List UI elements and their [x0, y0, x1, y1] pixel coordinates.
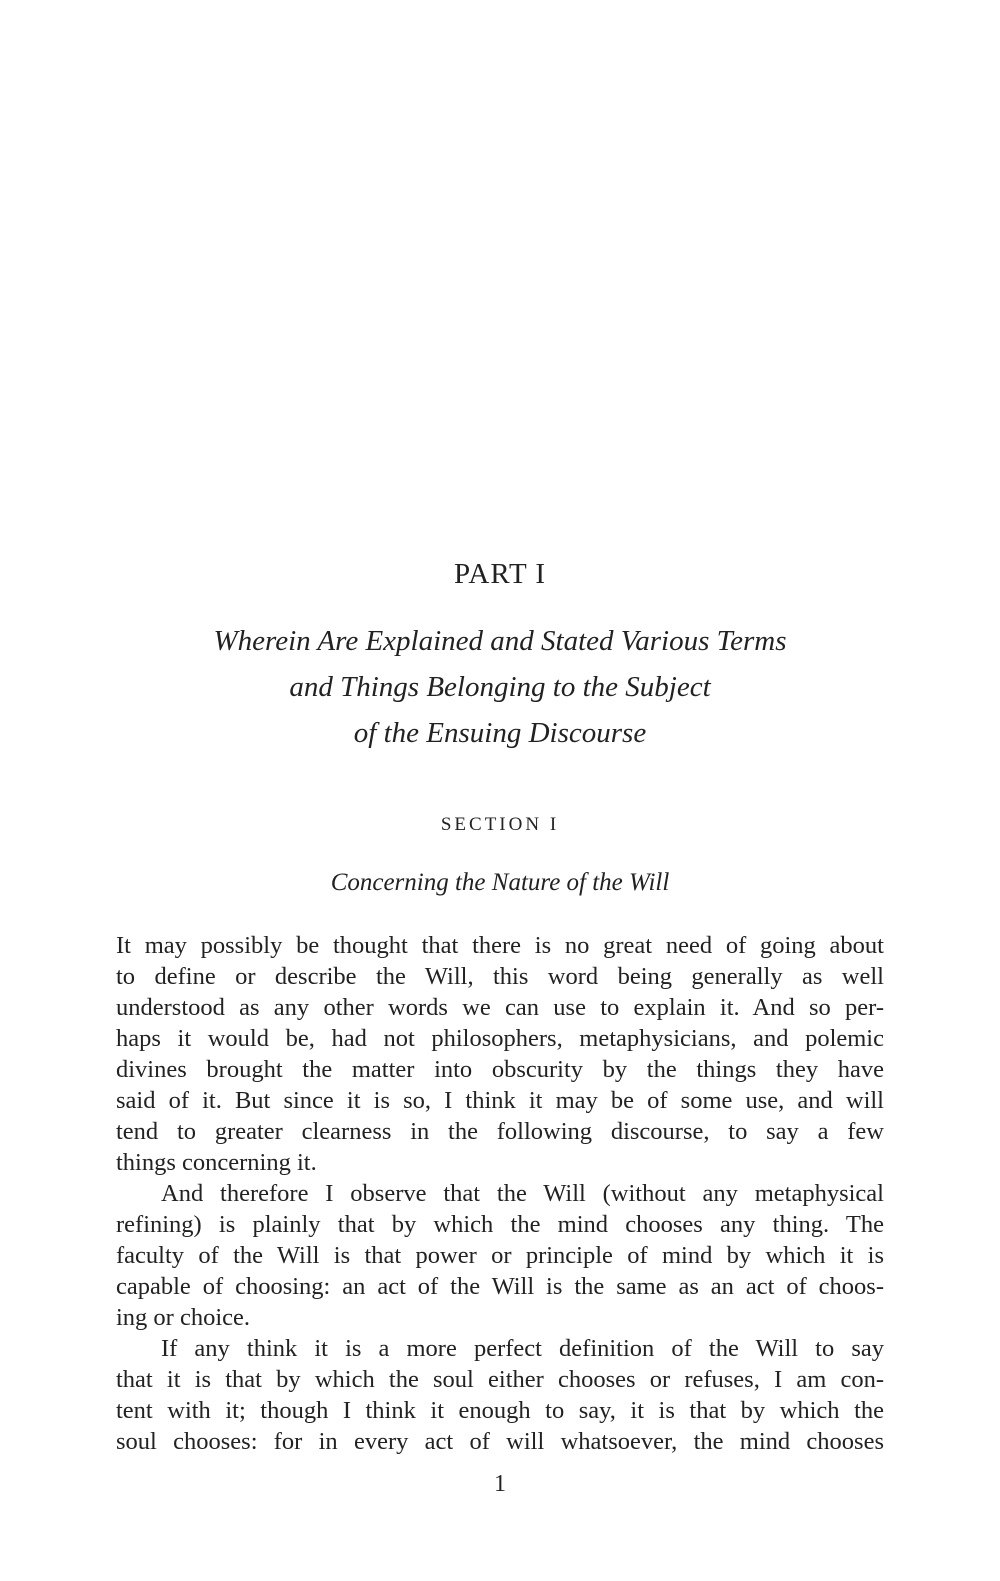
text-line: understood as any other words we can use to explain it. And so per- — [116, 994, 884, 1021]
text-line: haps it would be, had not philosophers, metaphysicians, and polemic — [116, 1025, 884, 1052]
text-line: faculty of the Will is that power or principle of mind by which it is — [116, 1242, 884, 1269]
text-line: If any think it is a more perfect definition of the Will to say — [161, 1335, 884, 1362]
part-subtitle — [120, 618, 880, 756]
part-subtitle-line: and Things Belonging to the Subject — [289, 671, 711, 703]
body-text — [116, 930, 884, 1457]
text-line: It may possibly be thought that there is no great need of going about — [116, 932, 884, 959]
text-line: things concerning it. — [116, 1149, 317, 1176]
text-line: divines brought the matter into obscurity by the things they have — [116, 1056, 884, 1083]
part-title: PART I — [453, 558, 547, 590]
text-line: capable of choosing: an act of the Will is the same as an act of choos- — [116, 1273, 884, 1300]
part-subtitle-line: of the Ensuing Discourse — [353, 717, 647, 749]
part-subtitle-line: Wherein Are Explained and Stated Various Terms — [213, 625, 787, 657]
text-line: tend to greater clearness in the following discourse, to say a few — [116, 1118, 884, 1145]
section-title: Concerning the Nature of the Will — [330, 869, 670, 896]
text-line: said of it. But since it is so, I think it may be of some use, and will — [116, 1087, 884, 1114]
text-line: tent with it; though I think it enough to say, it is that by which the — [116, 1397, 884, 1424]
text-line: ing or choice. — [116, 1304, 251, 1331]
section-label: SECTION I — [440, 814, 560, 835]
text-line: that it is that by which the soul either chooses or refuses, I am con- — [116, 1366, 884, 1393]
page-number: 1 — [494, 1471, 506, 1497]
text-line: to define or describe the Will, this word being generally as well — [116, 963, 884, 990]
text-line: And therefore I observe that the Will (without any metaphysical — [161, 1180, 884, 1207]
text-line: refining) is plainly that by which the mind chooses any thing. The — [116, 1211, 884, 1238]
text-line: soul chooses: for in every act of will whatsoever, the mind chooses — [116, 1428, 884, 1455]
